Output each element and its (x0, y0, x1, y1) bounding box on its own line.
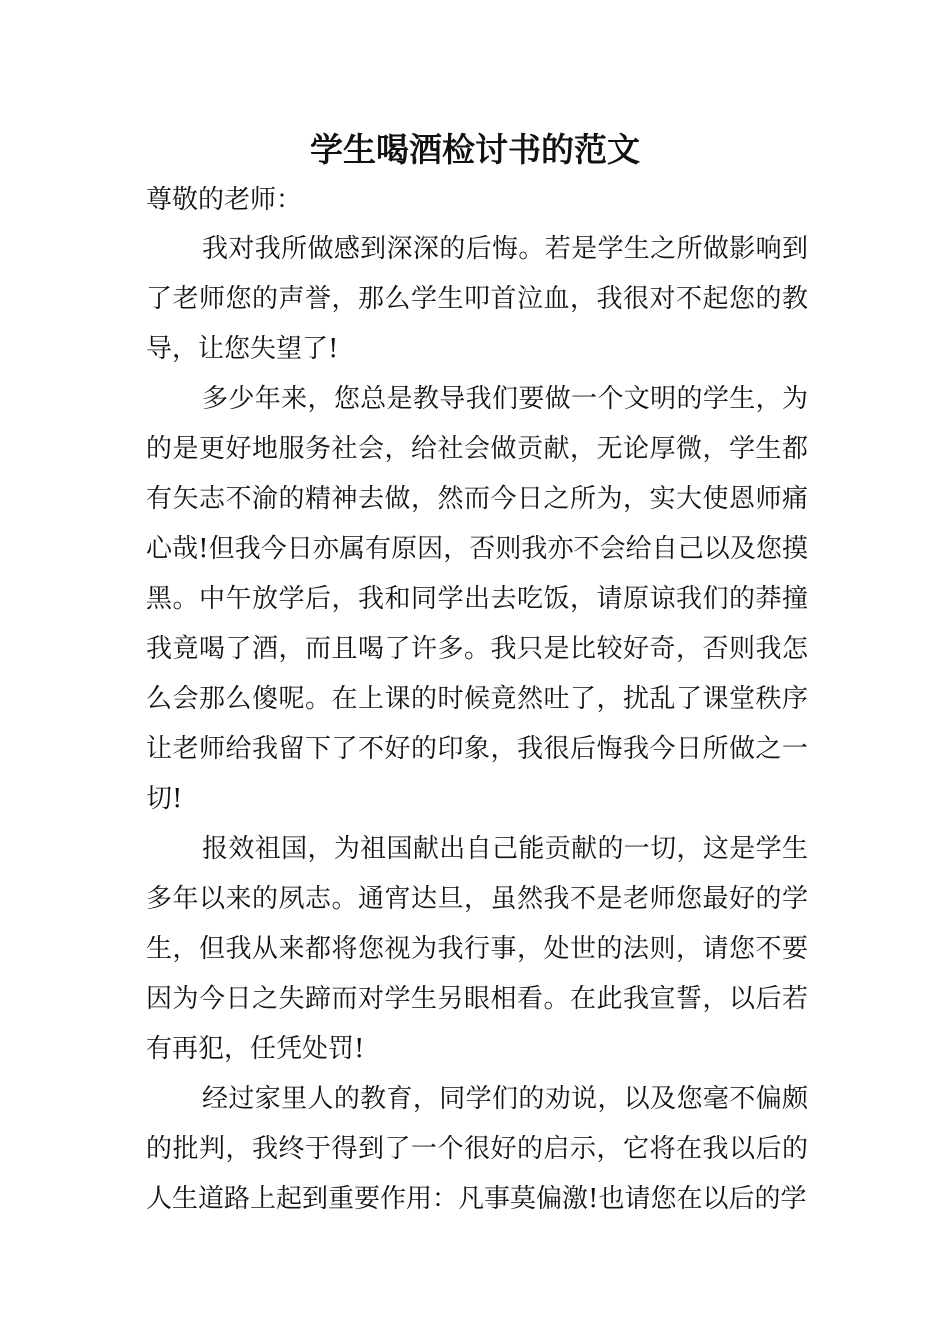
document-title: 学生喝酒检讨书的范文 (310, 130, 640, 169)
paragraph-2: 多少年来，您总是教导我们要做一个文明的学生，为的是更好地服务社会，给社会做贡献，无论厚微，学生都有矢志不渝的精神去做，然而今日之所为，实大使恩师痛心哉!但我今日亦属有原因，否则我亦不会给自己以及您摸黑。中午放学后，我和同学出去吃饭，请原谅我们的莽撞我竟喝了酒，而且喝了许多。我只是比较好奇，否则我怎么会那么傻呢。在上课的时候竟然吐了，扰乱了课堂秩序让老师给我留下了不好的印象，我很后悔我今日所做之一切! (146, 384, 808, 814)
document-body (146, 224, 808, 1224)
paragraph-3: 报效祖国，为祖国献出自己能贡献的一切，这是学生多年以来的夙志。通宵达旦，虽然我不是老师您最好的学生，但我从来都将您视为我行事，处世的法则，请您不要因为今日之失蹄而对学生另眼相看。在此我宣誓，以后若有再犯，任凭处罚! (146, 834, 808, 1064)
paragraph-1: 我对我所做感到深深的后悔。若是学生之所做影响到了老师您的声誉，那么学生叩首泣血，我很对不起您的教导，让您失望了! (146, 234, 808, 364)
salutation: 尊敬的老师： (146, 185, 303, 215)
paragraph-4: 经过家里人的教育，同学们的劝说，以及您毫不偏颇的批判，我终于得到了一个很好的启示，它将在我以后的人生道路上起到重要作用：凡事莫偏激!也请您在以后的学 (146, 1084, 808, 1214)
